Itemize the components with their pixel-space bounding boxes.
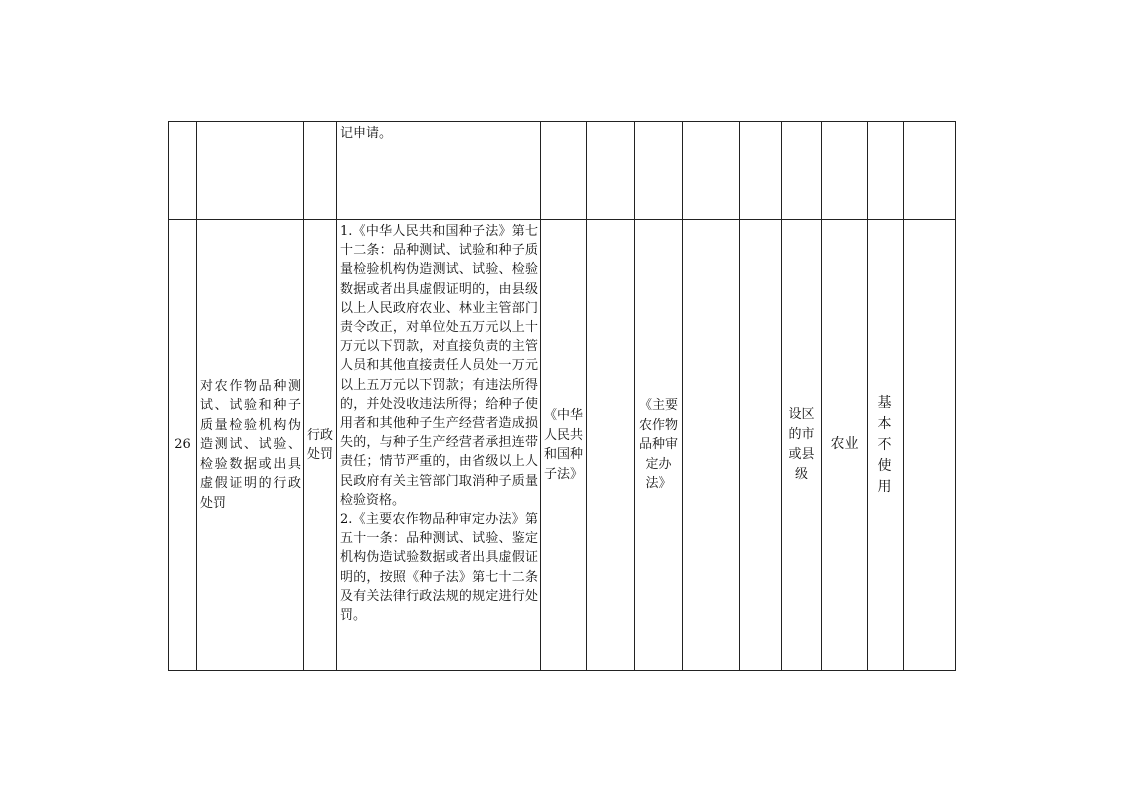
- law-reference-b: [635, 122, 683, 220]
- row-number: 26: [169, 220, 197, 671]
- legal-basis: [337, 122, 541, 220]
- authority-list-table: [168, 121, 956, 671]
- law-reference-a: 《中华人民共和国种子法》: [541, 220, 587, 671]
- legal-basis: [337, 220, 541, 671]
- remarks-cell: [904, 220, 956, 671]
- empty-cell: [587, 220, 635, 671]
- empty-cell: [740, 122, 782, 220]
- law-reference-a: [541, 122, 587, 220]
- legal-basis-paragraph: 记申请。: [340, 126, 393, 141]
- legal-basis-paragraph: 2.《主要农作物品种审定办法》第五十一条：品种测试、试验、鉴定机构伪造试验数据或者出具虚假证明的，按照《种子法》第七十二条及有关法律行政法规的规定进行处罚。: [340, 512, 538, 624]
- empty-cell: [683, 220, 740, 671]
- law-reference-b: 《主要农作物品种审定办法》: [635, 220, 683, 671]
- item-name: 对农作物品种测试、试验和种子质量检验机构伪造测试、试验、检验数据或出具虚假证明的行政处罚: [197, 220, 304, 671]
- legal-basis-paragraph: 1.《中华人民共和国种子法》第七十二条：品种测试、试验和种子质量检验机构伪造测试、试验、检验数据或者出具虚假证明的，由县级以上人民政府农业、林业主管部门责令改正，对单位处五万元以上十万元以下罚款，对直接负责的主管人员和其他直接责任人员处一万元以上五万元以下罚款；有违法所得的，并处没收违法所得；给种子使用者和其他种子生产经营者造成损失的，与种子生产经营者承担连带责任；情节严重的，由省级以上人民政府有关主管部门取消种子质量检验资格。: [340, 224, 538, 508]
- enforcement-level: 设区的市或县级: [782, 220, 822, 671]
- empty-cell: [683, 122, 740, 220]
- row-number: [169, 122, 197, 220]
- item-category: [304, 122, 337, 220]
- empty-cell: [587, 122, 635, 220]
- item-category: 行政处罚: [304, 220, 337, 671]
- remarks-cell: [904, 122, 956, 220]
- usage-status: [868, 122, 904, 220]
- table-row: [169, 122, 956, 220]
- empty-cell: [740, 220, 782, 671]
- department: 农业: [822, 220, 868, 671]
- enforcement-level: [782, 122, 822, 220]
- usage-status: 基本不使用: [868, 220, 904, 671]
- department: [822, 122, 868, 220]
- table-row: [169, 220, 956, 671]
- item-name: [197, 122, 304, 220]
